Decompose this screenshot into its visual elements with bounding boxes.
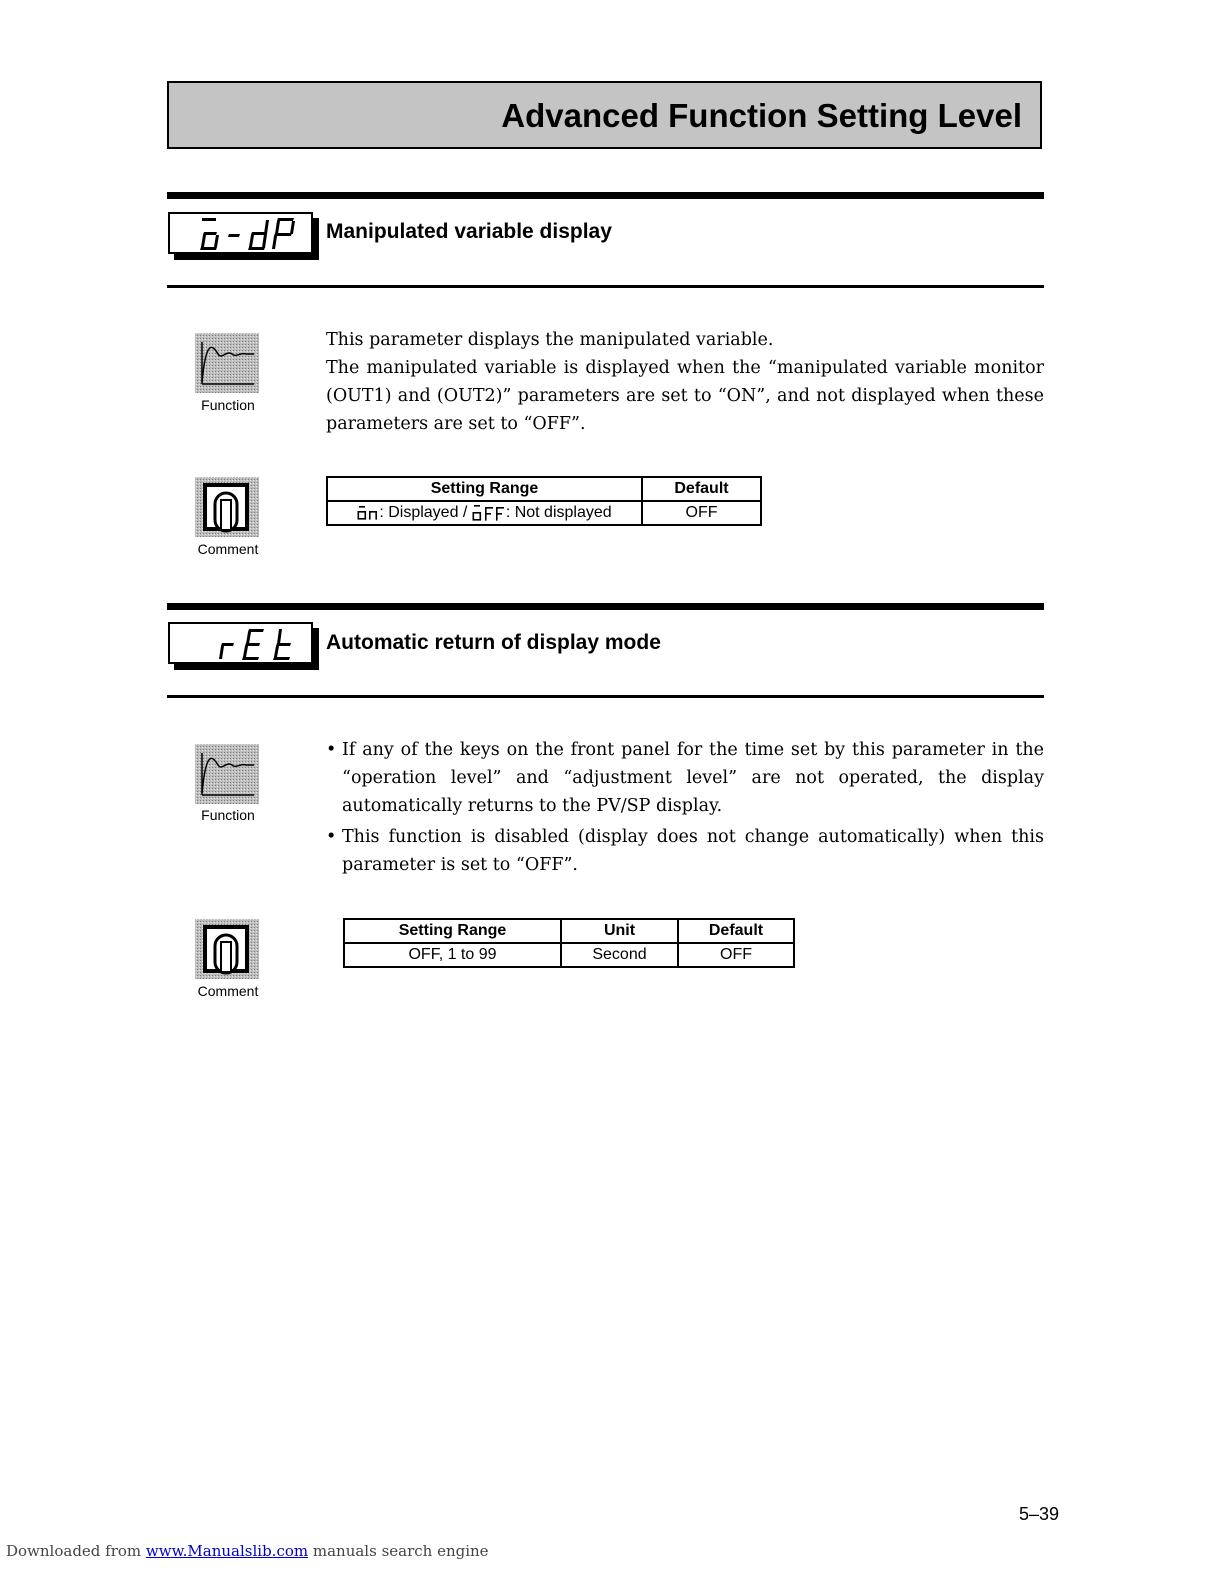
param-display-ret (168, 622, 313, 664)
table-cell-default: OFF (642, 501, 761, 525)
section-rule-bottom (167, 285, 1044, 288)
footer-prefix: Downloaded from (6, 1542, 146, 1560)
section-title: Automatic return of display mode (326, 631, 661, 654)
bullet-list (326, 736, 1044, 882)
page-title: Advanced Function Setting Level (501, 97, 1022, 134)
footer-link[interactable]: www.Manualslib.com (145, 1542, 309, 1560)
range-off-text: : Not displayed (505, 504, 612, 521)
comment-label: Comment (197, 541, 259, 557)
table-header: Setting Range (344, 919, 561, 943)
table-header: Unit (561, 919, 678, 943)
function-icon (194, 743, 260, 805)
footer (6, 1542, 489, 1560)
page-number: 5–39 (1018, 1504, 1059, 1524)
comment-label: Comment (197, 983, 259, 999)
function-label: Function (201, 807, 255, 823)
table-cell: OFF (678, 943, 794, 967)
list-item: • This function is disabled (display does not change automatically) when this parameter is set to “OFF”. (326, 823, 1044, 879)
table-header: Setting Range (327, 477, 642, 501)
section-rule-top (167, 192, 1044, 199)
comment-icon (194, 918, 260, 980)
page-header-banner (167, 81, 1042, 149)
section-title: Manipulated variable display (326, 220, 612, 243)
param-display-o-dp (168, 212, 313, 254)
function-label: Function (201, 397, 255, 413)
list-item: • If any of the keys on the front panel for the time set by this parameter in the “operation level” and “adjustment level” are not operated, the display automatically returns to the PV/SP display. (326, 736, 1044, 820)
table-cell-range (327, 501, 642, 525)
comment-icon (194, 476, 260, 538)
table-cell: OFF, 1 to 99 (344, 943, 561, 967)
seven-segment-o-dp (170, 214, 311, 252)
paragraph-line: The manipulated variable is displayed when the “manipulated variable monitor (OUT1) and (OUT2)” parameters are set to “ON”, and not displayed when these parameters are set to “OFF”. (326, 358, 1044, 434)
setting-range-table (343, 918, 795, 968)
range-on-text: : Displayed / (379, 504, 472, 521)
setting-range-table (326, 476, 762, 526)
table-header: Default (678, 919, 794, 943)
seven-segment-off (472, 505, 506, 521)
seven-segment-on (357, 506, 379, 520)
table-header: Default (642, 477, 761, 501)
seven-segment-ret (170, 624, 311, 662)
table-cell: Second (561, 943, 678, 967)
section-rule-top (167, 603, 1044, 610)
section-paragraph (326, 326, 1044, 438)
function-icon (194, 332, 260, 394)
paragraph-line: This parameter displays the manipulated variable. (326, 330, 774, 350)
section-rule-bottom (167, 695, 1044, 698)
footer-suffix: manuals search engine (308, 1542, 489, 1560)
